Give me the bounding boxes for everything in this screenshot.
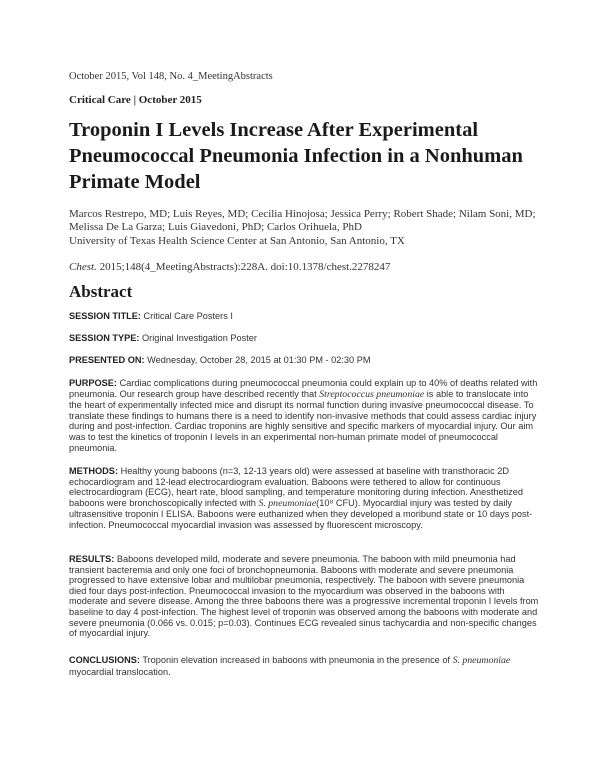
section-name[interactable]: Critical Care xyxy=(69,94,131,106)
results-paragraph xyxy=(69,554,539,639)
methods-paragraph xyxy=(69,466,539,531)
purpose-label: PURPOSE: xyxy=(69,378,117,388)
methods-text: Healthy young baboons (n=3, 12-13 years old) were assessed at baseline with transthoracic 2D echocardiogram and 12-lead electrocardiogram evaluation. Baboons were tethered to allow for continuous electrocardiogram (ECG), heart rate, blood sampling, and temperature monitoring during infection. Anesthetized baboons were bronchoscopically infected with xyxy=(69,466,523,508)
session-title-value: Critical Care Posters I xyxy=(143,311,233,321)
session-title-label: SESSION TITLE: xyxy=(69,311,141,321)
presented-on-label: PRESENTED ON: xyxy=(69,355,145,365)
author-list: Marcos Restrepo, MD; Luis Reyes, MD; Cecilia Hinojosa; Jessica Perry; Robert Shade; Nilam Soni, MD; Melissa De La Garza; Luis Giavedoni, PhD; Carlos Orihuela, PhD xyxy=(69,208,536,233)
conclusions-species-name: S. pneumoniae xyxy=(452,655,511,666)
methods-label: METHODS: xyxy=(69,466,118,476)
purpose-species-name: Streptococcus pneumoniae xyxy=(319,388,425,400)
conclusions-label: CONCLUSIONS: xyxy=(69,655,140,665)
conclusions-paragraph xyxy=(69,655,539,677)
section-separator: | xyxy=(133,94,136,106)
session-title-row xyxy=(69,311,233,321)
article-title: Troponin I Levels Increase After Experimental Pneumococcal Pneumonia Infection in a Nonhuman Primate Model xyxy=(69,119,523,193)
purpose-text: Cardiac complications during pneumococcal pneumonia could explain up to 40% of deaths related with pneumonia. Our research group have described recently that xyxy=(69,378,538,399)
abstract-heading: Abstract xyxy=(69,282,133,301)
session-type-value: Original Investigation Poster xyxy=(142,333,257,343)
presented-on-row xyxy=(69,355,370,365)
citation-line xyxy=(69,261,390,273)
journal-name: Chest. xyxy=(69,261,97,273)
methods-text-cont: (10⁸ CFU). Myocardial injury was tested by daily ultrasensitive troponin I ELISA. Baboons were euthanized when they developed a moribund state or 10 days post-infection. Pneumococcal myocardial invasion was assessed by fluorescent microscopy. xyxy=(69,497,533,530)
section-date: October 2015 xyxy=(138,94,202,106)
presented-on-value: Wednesday, October 28, 2015 at 01:30 PM - 02:30 PM xyxy=(147,355,371,365)
journal-issue-line: October 2015, Vol 148, No. 4_MeetingAbstracts xyxy=(69,71,273,82)
results-label: RESULTS: xyxy=(69,554,115,564)
session-type-row xyxy=(69,333,257,343)
purpose-paragraph xyxy=(69,378,539,453)
purpose-text-cont: is able to translocate into the heart of experimentally infected mice and disrupt its normal function during invasive pneumococcal disease. To translate these findings to humans there is a need to identify non-invasive methods that could assess cardiac injury during and post-infection. Cardiac troponins are highly sensitive and specific markers of myocardial injury. Our aim was to test the kinetics of troponin I levels in an experimental non-human primate model of pneumococcal pneumonia. xyxy=(69,388,537,453)
methods-species-name: S. pneumoniae xyxy=(258,497,317,509)
session-type-label: SESSION TYPE: xyxy=(69,333,140,343)
conclusions-text-cont: myocardial translocation. xyxy=(69,666,171,677)
results-text: Baboons developed mild, moderate and severe pneumonia. The baboon with mild pneumonia had transient bacteremia and only one foci of bronchopneumonia. Baboons with moderate and severe pneumonia progressed to have extensive lobar and multilobar pneumonia, respectively. The baboon with severe pneumonia died four days post-infection. Pneumococcal invasion to the myocardium was observed in the baboons with moderate and severe disease. Among the three baboons there was a progressive incremental troponin I levels from baseline to day 4 post-infection. The highest level of troponin was observed among the baboons with moderate and severe pneumonia (0.066 vs. 0.015; p=0.03). Continues ECG revealed sinus tachycardia and non-specific changes of myocardial injury. xyxy=(69,554,539,639)
conclusions-text: Troponin elevation increased in baboons with pneumonia in the presence of xyxy=(142,655,450,665)
citation-reference: 2015;148(4_MeetingAbstracts):228A. doi:10.1378/chest.2278247 xyxy=(99,261,391,273)
author-affiliation: University of Texas Health Science Center at San Antonio, San Antonio, TX xyxy=(69,235,405,247)
section-line xyxy=(69,94,202,106)
